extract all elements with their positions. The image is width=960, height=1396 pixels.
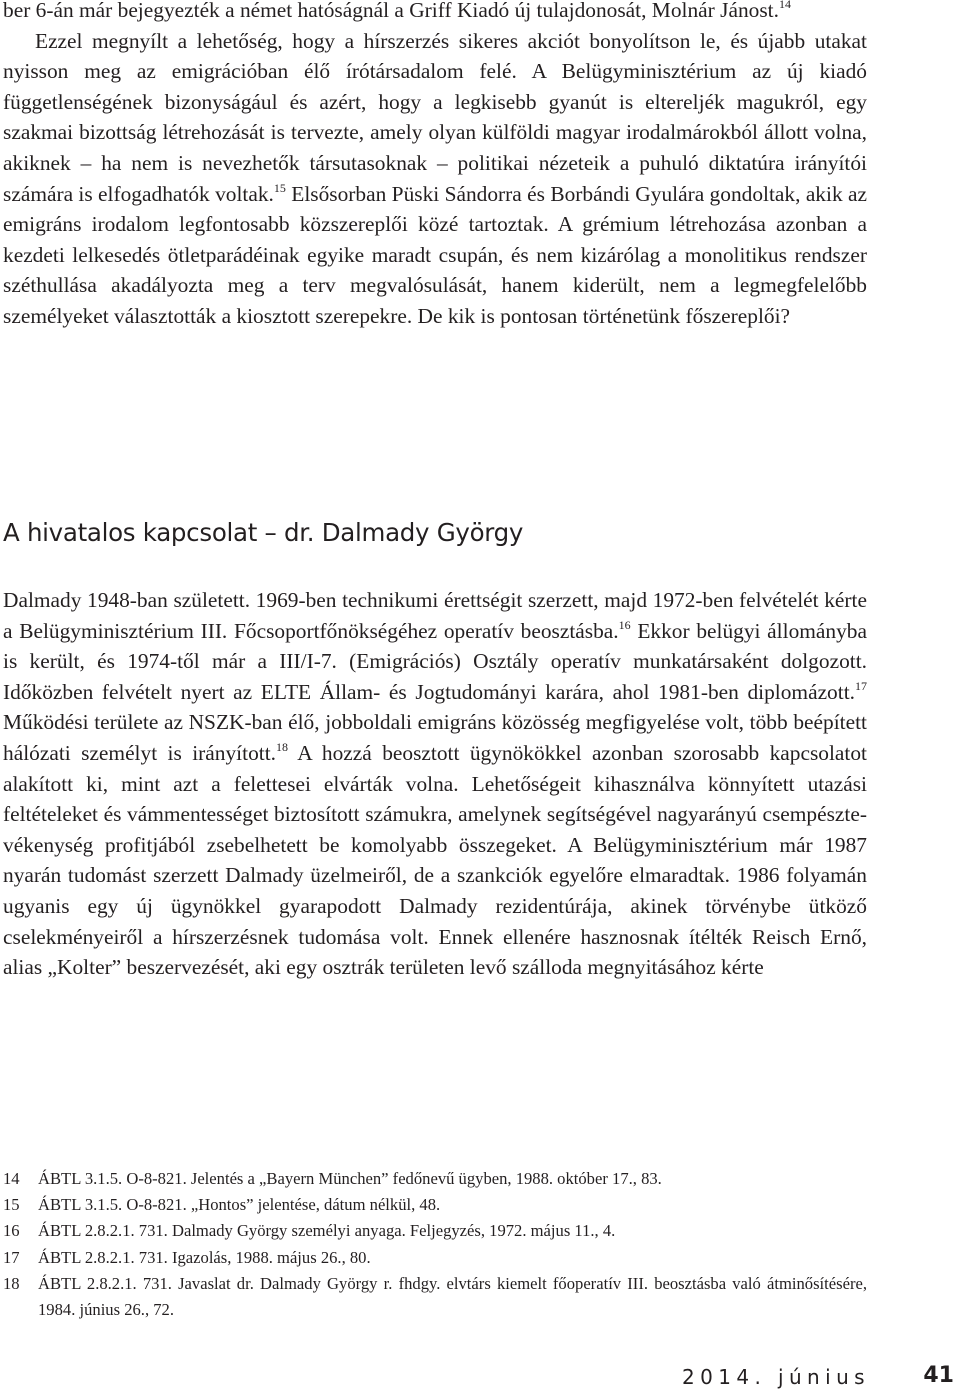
footnote-text: ÁBTL 2.8.2.1. 731. Dalmady György személyi anyaga. Feljegyzés, 1972. május 11., 4. bbox=[38, 1221, 616, 1241]
footnote-number: 16 bbox=[3, 1221, 20, 1241]
opening-text: ber 6-án már bejegyezték a német hatóságnál a Griff Kiadó új tulajdonosát, Molnár Jánost. bbox=[3, 0, 779, 22]
paragraph-text: Működési területe az NSZK-ban élő, jobboldali emigráns közösség megfigyelése volt, több beépített hálózati személyt is irányított. bbox=[3, 710, 867, 765]
paragraph-text: Dalmady 1948-ban született. 1969-ben technikumi érettségit szerzett, majd 1972-ben felvételét kérte a Belügyminisztérium III. Főcsoportfőnökségéhez operatív beosztásba. bbox=[3, 588, 867, 643]
paragraph-body bbox=[3, 26, 867, 332]
footnote-ref-17: 17 bbox=[855, 678, 867, 693]
footnote-ref-18: 18 bbox=[276, 739, 288, 754]
paragraph-continued bbox=[3, 0, 867, 332]
footnote-text: ÁBTL 3.1.5. O-8-821. Jelentés a „Bayern München” fedőnevű ügyben, 1988. október 17., 83. bbox=[38, 1169, 662, 1188]
footnote-ref-15: 15 bbox=[273, 180, 286, 195]
footnote-ref-16: 16 bbox=[618, 617, 631, 632]
section-heading: A hivatalos kapcsolat – dr. Dalmady György bbox=[3, 518, 524, 547]
footnote-item bbox=[3, 1192, 867, 1218]
paragraph-text-continued: Elsősorban Püski Sándorra és Borbándi Gyulára gondoltak, akik az emigráns irodalom legfontosabb közszereplői közé tartoztak. A grémium létrehozása azonban a kezdeti lelkesedés ötletparádéinak egyike maradt csupán, és nem kizárólag a monolitikus rendszer széthullása akadályozta meg a terv megvalósulását, hanem kiderült, nem a legmegfelelőbb személyeket választották a kiosztott szerepekre. De kik is pontosan történetünk főszereplői? bbox=[3, 181, 867, 328]
footer-issue-date: 2014. június bbox=[682, 1365, 870, 1389]
footnote-number: 18 bbox=[3, 1273, 20, 1293]
footnote-number: 17 bbox=[3, 1247, 20, 1267]
footnote-text: ÁBTL 2.8.2.1. 731. Javaslat dr. Dalmady György r. fhdgy. elvtárs kiemelt főoperatív III. beosztásba való átminősítésére, 1984. június 26., 72. bbox=[38, 1273, 867, 1320]
footnote-number: 15 bbox=[3, 1195, 20, 1215]
footnotes bbox=[3, 1166, 867, 1323]
footnote-item bbox=[3, 1271, 867, 1323]
footnote-item bbox=[3, 1245, 867, 1271]
footnote-text: ÁBTL 2.8.2.1. 731. Igazolás, 1988. május 26., 80. bbox=[38, 1247, 371, 1267]
footnote-item bbox=[3, 1166, 867, 1192]
section-paragraph-body bbox=[3, 585, 867, 983]
page-number: 41 bbox=[923, 1363, 954, 1388]
footnote-text: ÁBTL 3.1.5. O-8-821. „Hontos” jelentése, dátum nélkül, 48. bbox=[38, 1195, 441, 1215]
footnote-number: 14 bbox=[3, 1169, 20, 1188]
paragraph-text: A hozzá beosztott ügynökökkel azonban szorosabb kapcsolatot alakított ki, mint azt a felettesei elvárták volna. Lehetőségeit kihasználva könnyített utazási feltételeket és vámmentességet biztosított számukra, amelynek segítségével nagyarányú csempésztevékenység profitjából zsebelhetett be komolyabb összegeket. A Belügyminisztérium már 1987 nyarán tudomást szerzett Dalmady üzelmeiről, de a szankciók egyelőre elmaradtak. 1986 folyamán ugyanis egy új ügynökkel gyarapodott Dalmady rezidentúrája, akinek törvénybe ütköző cselekményeiről a hírszerzésnek tudomása volt. Ennek ellenére hasznosnak ítélték Reisch Ernő, alias „Kolter” beszervezését, aki egy osztrák területen levő szálloda megnyitásához kérte bbox=[3, 740, 867, 980]
paragraph-text: Ekkor belügyi állományba is került, és 1974-től már a III/I-7. (Emigrációs) Osztály operatív munkatársaként dolgozott. Időközben felvételt nyert az ELTE Állam- és Jogtudományi karára, ahol 1981-ben diplomázott. bbox=[3, 618, 867, 704]
paragraph-text: Ezzel megnyílt a lehetőség, hogy a hírszerzés sikeres akciót bonyolítson le, és újabb utakat nyisson meg az emigrációban élő írótársadalom felé. A Belügyminisztérium az új kiadó függetlenségének bizonyságául és azért, hogy a legkisebb gyanút is eltereljék magukról, egy szakmai bizottság létrehozását is tervezte, amely olyan külföldi magyar irodalmárokból állott volna, akiknek – ha nem is nevezhetők társutasoknak – politikai nézeteik a puhuló diktatúra irányítói számára is elfogadhatók voltak. bbox=[3, 28, 867, 206]
section-paragraph bbox=[3, 585, 867, 983]
footnote-item bbox=[3, 1218, 867, 1244]
paragraph-opening-line bbox=[3, 0, 867, 26]
footnote-ref-14: 14 bbox=[778, 0, 791, 11]
